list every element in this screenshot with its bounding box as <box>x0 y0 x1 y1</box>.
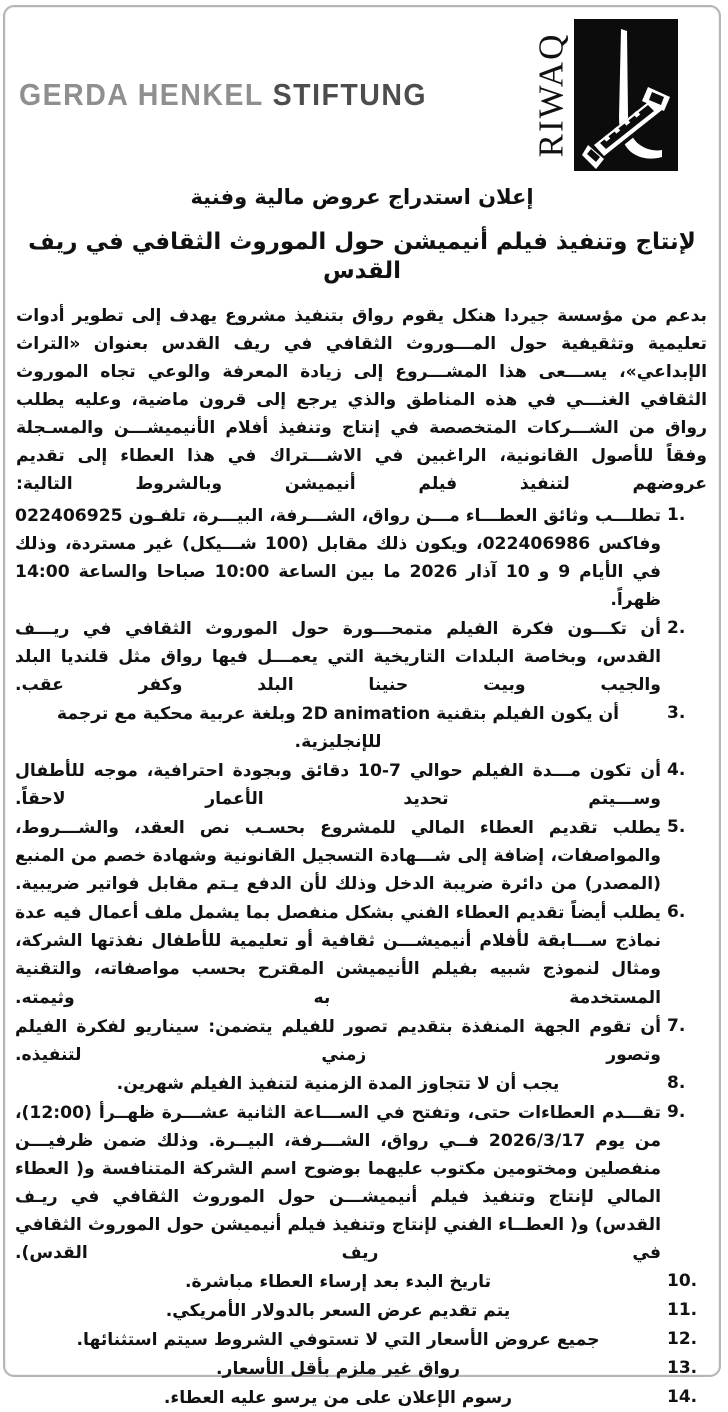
condition-item <box>15 502 705 614</box>
condition-item <box>15 1384 705 1412</box>
condition-text: يتم تقديم عرض السعر بالدولار الأمريكي. <box>165 1300 511 1321</box>
condition-text: أن تقوم الجهة المنفذة بتقديم تصور للفيلم يتضمن: سيناريو لفكرة الفيلم وتصور زمني لتنفيذه. <box>15 1016 661 1065</box>
condition-item <box>15 1070 705 1098</box>
condition-text: يطلب أيضاً تقديم العطاء الفني بشكل منفصل بما يشمل ملف أعمال فيه عدة نماذج ســـابقة لأفلام أنيميشـــن ثقافية أو تعليمية للأطفال نفذتها الشركة، ومثال لنموذج شبيه بفيلم الأنيميشن المقترح بحسب مواصفاته، والتقنية المستخدمة به وثيمته. <box>15 903 661 1008</box>
condition-number: 6. <box>667 902 686 923</box>
riwaq-emblem-box <box>574 19 678 171</box>
condition-item <box>15 1355 705 1383</box>
condition-number: 14. <box>667 1386 698 1407</box>
condition-text: رواق غير ملزم بأقل الأسعار. <box>216 1358 460 1379</box>
condition-item <box>15 1326 705 1354</box>
condition-item <box>15 814 705 898</box>
condition-text: رسوم الإعلان على من يرسو عليه العطاء. <box>163 1387 513 1408</box>
condition-item <box>15 1297 705 1325</box>
riwaq-arabic-calligraphy-icon <box>574 19 678 171</box>
gerda-henkel-logo-text: GERDA HENKEL <box>19 77 264 112</box>
condition-number: 10. <box>667 1270 698 1291</box>
condition-number: 9. <box>667 1101 686 1122</box>
condition-number: 1. <box>667 504 686 525</box>
condition-number: 8. <box>667 1072 686 1093</box>
condition-number: 13. <box>667 1357 698 1378</box>
condition-item <box>15 757 705 813</box>
document-sheet <box>3 5 721 1408</box>
condition-number: 4. <box>667 760 686 781</box>
condition-text: يطلب تقديم العطاء المالي للمشروع بحسـب نص العقد، والشـــروط، والمواصفات، إضافة إلى شـــهادة التسجيل القانونية وشهادة خصم من المنبع (المصدر) من دائرة ضريبة الدخل وذلك لأن الدفع يـتم مقابل فواتير ضريبية. <box>15 818 661 895</box>
condition-text: تقـــدم العطاءات حتى، وتفتح في الســـاعة الثانية عشـــرة ظهــرأ (12:00)، من يوم 2026/3/17 فــي رواق، الشـــرفة، البيــرة. وذلك ضمن ظرفيـــن منفصلين ومختومين مكتوب عليهما بوضوح اسم الشركة المتنافسة و( العطاء المالي لإنتاج وتنفيذ فيلم أنيميشـــن حول الموروث الثقافي في ريـف القدس) و( العطــاء الفني لإنتاج وتنفيذ فيلم أنيميشن حول الموروث الثقافي في ريف القدس). <box>15 1102 661 1263</box>
condition-number: 12. <box>667 1328 698 1349</box>
riwaq-wordmark-text: RIWAQ <box>531 32 570 157</box>
condition-number: 2. <box>667 618 686 639</box>
condition-number: 7. <box>667 1015 686 1036</box>
gerda-henkel-stiftung-logo <box>19 77 427 113</box>
condition-number: 11. <box>667 1299 698 1320</box>
condition-item <box>15 700 705 756</box>
conditions-list <box>15 502 705 1412</box>
announcement-title: إعلان استدراج عروض مالية وفنية <box>190 185 534 209</box>
stiftung-logo-text: STIFTUNG <box>272 77 428 112</box>
condition-item <box>15 899 705 1011</box>
intro-paragraph: بدعم من مؤسسة جيردا هنكل يقوم رواق بتنفيذ مشروع يهدف إلى تطوير أدوات تعليمية وتثقيفية حول المـــوروث الثقافي في ريف القدس بعنوان «التراث الإبداعي»، يســـعى هذا المشـــروع إلى زيادة المعرفة والوعي تجاه الموروث الثقافي الغنـــي في هذه المناطق والذي يرجع إلى قرون ماضية، وعليه يطلب رواق من الشـــركات المتخصصة في إنتاج وتنفيذ أفلام الأنيميشـــن والمسـجلة وفقاً للأصول القانونية، الراغبين في الاشـــتراك في هذا العطاء إلى تقديم عروضهم لتنفيذ فيلم أنيميشن وبالشروط التالية: <box>16 305 707 494</box>
condition-text: أن يكون الفيلم بتقنية 2D animation وبلغة عربية محكية مع ترجمة للإنجليزية. <box>56 704 620 753</box>
riwaq-logo <box>530 17 680 172</box>
condition-number: 5. <box>667 817 686 838</box>
logo-band <box>5 7 719 182</box>
condition-text: يجب أن لا تتجاوز المدة الزمنية لتنفيذ الفيلم شهرين. <box>116 1073 560 1094</box>
condition-text: أن تكـــون فكرة الفيلم متمحـــورة حول الموروث الثقافي في ريـــف القدس، وبخاصة البلدات التاريخية التي يعمـــل فيها رواق مثل قلنديا البلد والجيب وبيت حنينا البلد وكفر عقب. <box>15 619 661 696</box>
condition-item <box>15 1099 705 1267</box>
condition-number: 3. <box>667 703 686 724</box>
condition-text: أن تكون مـــدة الفيلم حوالي 7-10 دقائق وبجودة احترافية، موجه للأطفال وســـيتم تحديد الأعمار لاحقاً. <box>15 761 661 810</box>
riwaq-wordmark-vertical <box>530 17 572 172</box>
announcement-subtitle: لإنتاج وتنفيذ فيلم أنيميشن حول الموروث الثقافي في ريف القدس <box>28 229 696 284</box>
condition-item <box>15 1268 705 1296</box>
condition-text: تطلـــب وثائق العطـــاء مـــن رواق، الشـــرفة، البيـــرة، تلفـون 022406925 وفاكس 022406986، ويكون ذلك مقابل (100 شـــيكل) غير مستردة، وذلك في الأيام 9 و 10 آذار 2026 ما بين الساعة 10:00 صباحا والساعة 14:00 ظهراً. <box>15 505 662 611</box>
condition-item <box>15 615 705 699</box>
condition-item <box>15 1013 705 1069</box>
condition-text: تاريخ البدء بعد إرساء العطاء مباشرة. <box>184 1271 492 1292</box>
condition-text: جميع عروض الأسعار التي لا تستوفي الشروط سيتم استثنائها. <box>76 1329 600 1350</box>
